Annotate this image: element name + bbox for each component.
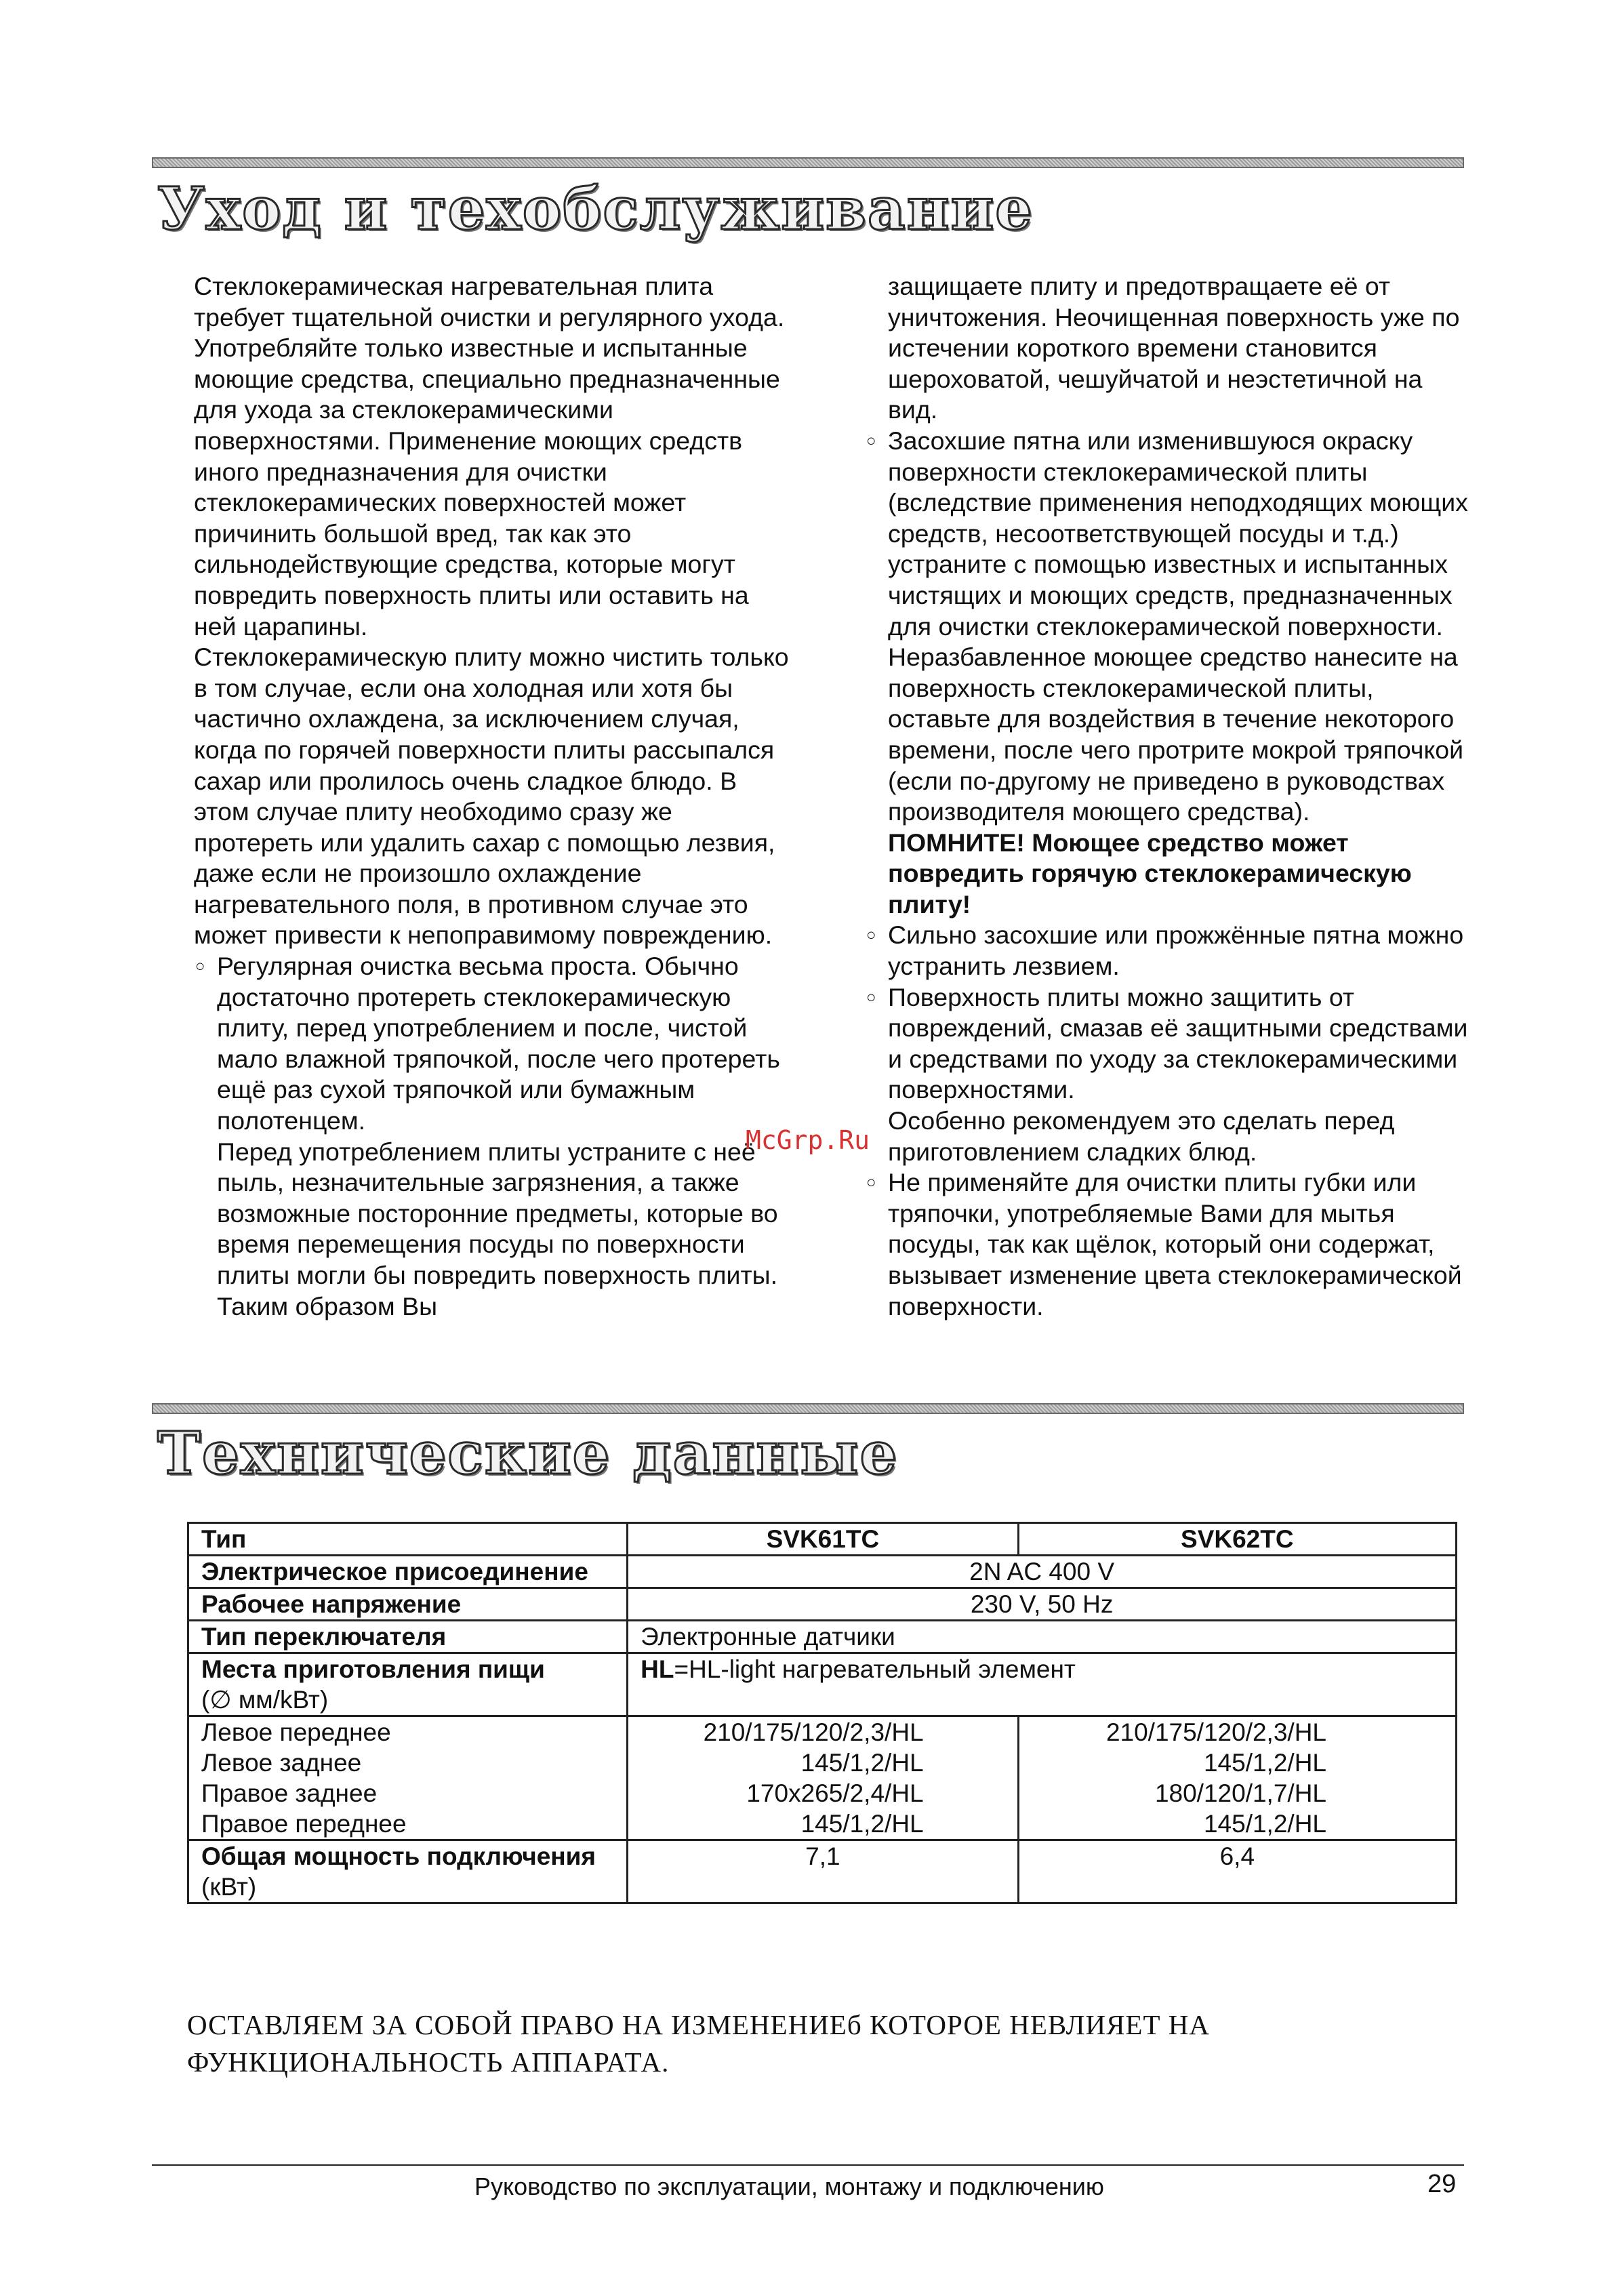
- table-header-cell: Тип: [188, 1523, 628, 1556]
- list-item-text: Особенно рекомендуем это сделать перед приготовлением сладких блюд.: [888, 1106, 1395, 1166]
- zone-name: Правое переднее: [201, 1810, 407, 1838]
- row-label: Электрическое присоединение: [188, 1556, 628, 1588]
- care-list: [194, 951, 797, 1322]
- section-title-specs: Технические данные: [157, 1419, 899, 1488]
- zone-value: 210/175/120/2,3/HL: [1105, 1718, 1326, 1746]
- table-row: [188, 1716, 1457, 1840]
- table-row: [188, 1653, 1457, 1716]
- zone-value: 145/1,2/HL: [800, 1810, 924, 1838]
- zones-label: Места приготовления пищи: [201, 1655, 545, 1683]
- zone-value: 210/175/120/2,3/HL: [703, 1718, 924, 1746]
- row-value: [628, 1653, 1457, 1716]
- table-header-row: [188, 1523, 1457, 1556]
- row-label: [188, 1840, 628, 1903]
- list-item-text: Неразбавленное моющее средство нанесите на поверхность стеклокерамической плиты, оставьте для воздействия в течение некоторого времени, после чего протрите мокрой тряпочкой (если по-другому не приведено в руководствах производителя моющего средства).: [888, 643, 1464, 826]
- power-value-model2: 6,4: [1018, 1840, 1456, 1903]
- list-item-text: ○ Не применяйте для очистки плиты губки или тряпочки, употребляемые Вами для мытья посуды, так как щёлок, который они содержат, вызывает изменение цвета стеклокерамической поверхности.: [888, 1168, 1462, 1320]
- zone-name: Левое переднее: [201, 1718, 391, 1746]
- zone-names-cell: [188, 1716, 628, 1840]
- footer-rule: [152, 2164, 1464, 2166]
- row-value: Электронные датчики: [628, 1621, 1457, 1653]
- list-item-text: ○ Поверхность плиты можно защитить от повреждений, смазав её защитными средствами и средствами по уходу за стеклокерамическими поверхностями.: [888, 982, 1468, 1104]
- zone-value: 180/120/1,7/HL: [1154, 1779, 1326, 1807]
- watermark: McGrp.Ru: [746, 1125, 870, 1155]
- list-item: [865, 1167, 1468, 1322]
- zone-values-model1: [628, 1716, 1018, 1840]
- section-divider: [152, 1403, 1464, 1414]
- list-item: [865, 426, 1468, 921]
- list-item-text: ○ Засохшие пятна или изменившуюся окраску поверхности стеклокерамической плиты (вследствие применения неподходящих моющих средств, несоответствующей посуды и т.д.) устраните с помощью известных и испытанных чистящих и моющих средств, предназначенных для очистки стеклокерамической поверхности.: [888, 426, 1468, 641]
- intro-paragraph: Стеклокерамическая нагревательная плита требует тщательной очистки и регулярного ухода. Употребляйте только известные и испытанные моющие средства, специально предназначенные для ухода за стеклокерамическими поверхностями. Применение моющих средств иного предназначения для очистки стеклокерамических поверхностей может причинить большой вред, так как это сильнодействующие средства, которые могут повредить поверхность плиты или оставить на ней царапины.: [194, 272, 785, 641]
- warning-text: ПОМНИТЕ! Моющее средство может повредить горячую стеклокерамическую плиту!: [888, 828, 1412, 918]
- section-title-care: Уход и техобслуживание: [157, 175, 1034, 243]
- list-item: [194, 951, 797, 1322]
- footer-text: Руководство по эксплуатации, монтажу и подключению: [474, 2173, 1104, 2200]
- disclaimer: ОСТАВЛЯЕМ ЗА СОБОЙ ПРАВО НА ИЗМЕНЕНИЕб КОТОРОЕ НЕВЛИЯЕТ НА ФУНКЦИОНАЛЬНОСТЬ АППАРАТА.: [187, 2009, 1210, 2078]
- left-column: [194, 271, 797, 1322]
- zone-name: Правое заднее: [201, 1779, 378, 1807]
- table-row: [188, 1556, 1457, 1588]
- zone-values-model2: [1018, 1716, 1456, 1840]
- list-item: [865, 982, 1468, 1168]
- row-label: [188, 1653, 628, 1716]
- table-row: [188, 1621, 1457, 1653]
- spec-table: [187, 1522, 1457, 1904]
- zones-unit: (∅ мм/kВт): [201, 1686, 329, 1714]
- section-divider: [152, 157, 1464, 168]
- page-number: 29: [1427, 2170, 1457, 2198]
- care-list: [865, 426, 1468, 1322]
- row-value: 230 V, 50 Hz: [628, 1588, 1457, 1621]
- table-header-cell: SVK61TC: [628, 1523, 1018, 1556]
- row-value: 2N AC 400 V: [628, 1556, 1457, 1588]
- intro-paragraph: Стеклокерамическую плиту можно чистить только в том случае, если она холодная или хотя бы частично охлаждена, за исключением случая, когда по горячей поверхности плиты рассыпался сахар или пролилось очень сладкое блюдо. В этом случае плиту необходимо сразу же протереть или удалить сахар с помощью лезвия, даже если не произошло охлаждение нагревательного поля, в противном случае это может привести к непоправимому повреждению.: [194, 643, 789, 950]
- power-value-model1: 7,1: [628, 1840, 1018, 1903]
- hl-note: =HL-light нагревательный элемент: [674, 1655, 1076, 1683]
- zone-value: 145/1,2/HL: [1203, 1810, 1326, 1838]
- table-row: [188, 1840, 1457, 1903]
- zone-value: 145/1,2/HL: [1203, 1749, 1326, 1777]
- continuation-text: защищаете плиту и предотвращаете её от уничтожения. Неочищенная поверхность уже по истечении короткого времени становится шероховатой, чешуйчатой и неэстетичной на вид.: [888, 272, 1460, 424]
- list-item-text: ○ Регулярная очистка весьма проста. Обычно достаточно протереть стеклокерамическую плиту, перед употреблением и после, чистой мало влажной тряпочкой, после чего протереть ещё раз сухой тряпочкой или бумажным полотенцем.: [217, 952, 780, 1135]
- right-column: [865, 271, 1468, 1322]
- table-header-cell: SVK62TC: [1018, 1523, 1456, 1556]
- power-unit: (кВт): [201, 1873, 257, 1901]
- table-row: [188, 1588, 1457, 1621]
- list-item-text: ○ Сильно засохшие или прожжённые пятна можно устранить лезвием.: [888, 921, 1464, 981]
- hl-abbr: HL: [641, 1655, 674, 1683]
- power-label: Общая мощность подключения: [201, 1842, 596, 1870]
- row-label: Тип переключателя: [188, 1621, 628, 1653]
- list-item: [865, 920, 1468, 982]
- zone-value: 170x265/2,4/HL: [746, 1779, 924, 1807]
- list-item-text: Перед употреблением плиты устраните с неё пыль, незначительные загрязнения, а также возможные посторонние предметы, которые во время перемещения посуды по поверхности плиты могли бы повредить поверхность плиты. Таким образом Вы: [217, 1137, 778, 1320]
- zone-value: 145/1,2/HL: [800, 1749, 924, 1777]
- row-label: Рабочее напряжение: [188, 1588, 628, 1621]
- zone-name: Левое заднее: [201, 1749, 362, 1777]
